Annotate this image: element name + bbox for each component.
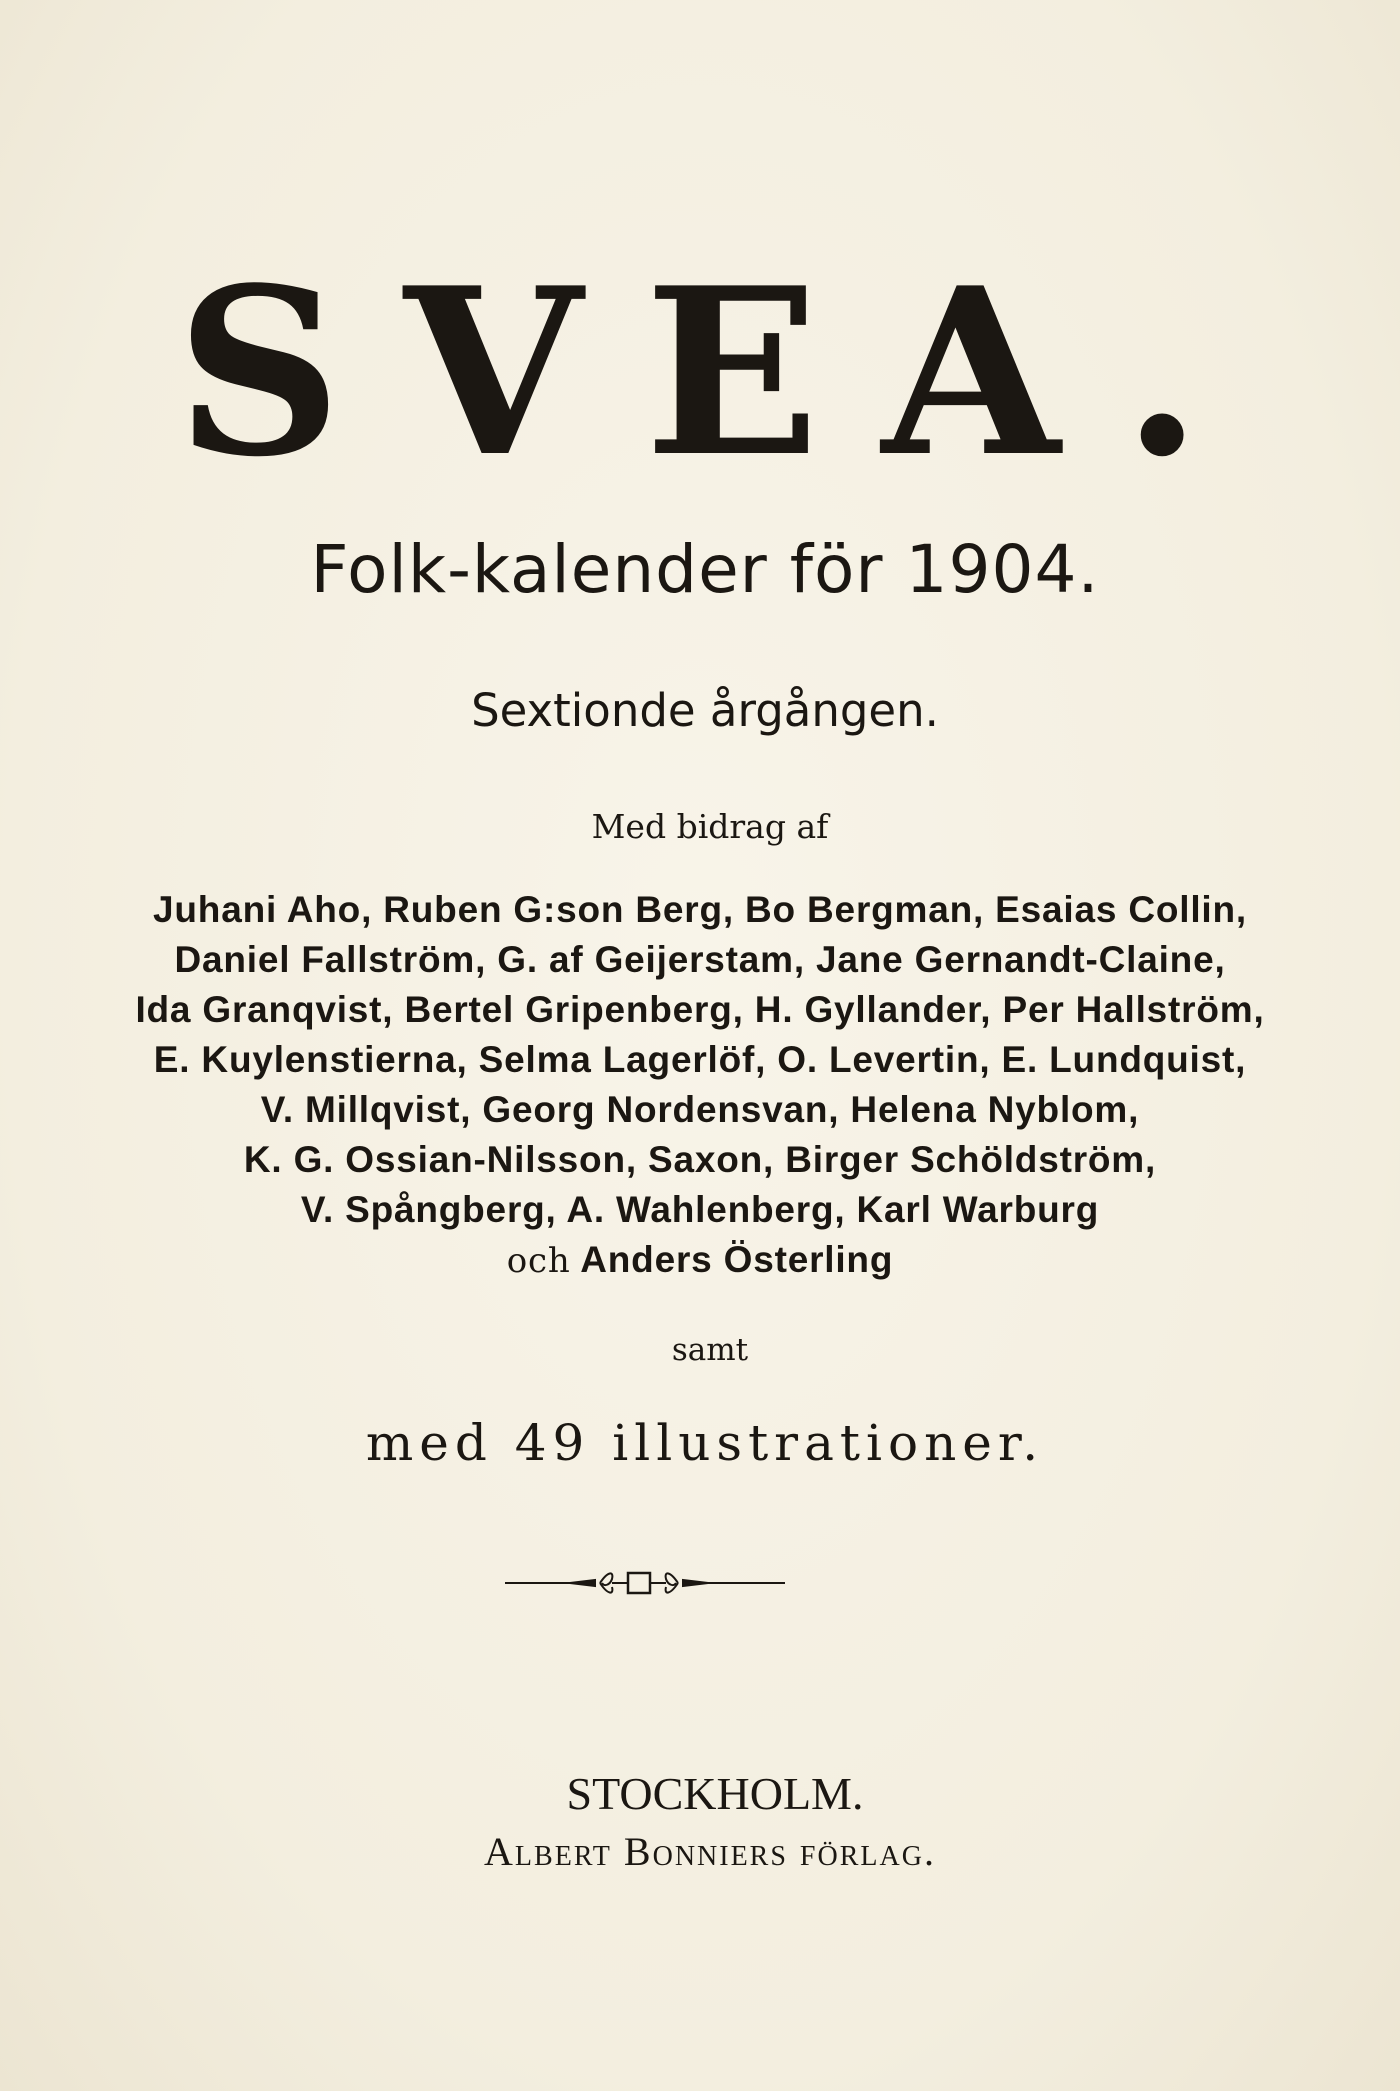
contributors-intro: Med bidrag af xyxy=(591,807,829,846)
contributor-line: K. G. Ossian-Nilsson, Saxon, Birger Schöldström, xyxy=(243,1139,1157,1180)
contributor-line: V. Spångberg, A. Wahlenberg, Karl Warburg xyxy=(300,1189,1100,1230)
contributor-line: Juhani Aho, Ruben G:son Berg, Bo Bergman, Esaias Collin, xyxy=(153,889,1247,930)
book-subtitle: Folk-kalender för 1904. xyxy=(310,531,1100,608)
contributor-line-last xyxy=(0,1235,1400,1286)
contributor-line: E. Kuylenstierna, Selma Lagerlöf, O. Levertin, E. Lundquist, xyxy=(153,1039,1247,1080)
contributor-line: Daniel Fallström, G. af Geijerstam, Jane Gernandt-Claine, xyxy=(174,939,1226,980)
publication-city: STOCKHOLM. xyxy=(566,1768,864,1819)
publisher-name: Albert Bonniers förlag. xyxy=(484,1829,936,1874)
samt-line: samt xyxy=(671,1332,749,1368)
contributor-line: Ida Granqvist, Bertel Gripenberg, H. Gyllander, Per Hallström, xyxy=(135,989,1265,1030)
edition-line: Sextionde årgången. xyxy=(471,684,939,737)
ornament-divider xyxy=(500,1563,790,1603)
contributor-line: V. Millqvist, Georg Nordensvan, Helena Nyblom, xyxy=(260,1089,1140,1130)
illustrations-line: med 49 illustrationer. xyxy=(365,1414,1045,1472)
contributor-name-last: Anders Österling xyxy=(580,1239,894,1280)
book-title: SVEA. xyxy=(175,238,1265,508)
contributors-list xyxy=(0,885,1400,1286)
connector-och: och xyxy=(506,1241,571,1281)
